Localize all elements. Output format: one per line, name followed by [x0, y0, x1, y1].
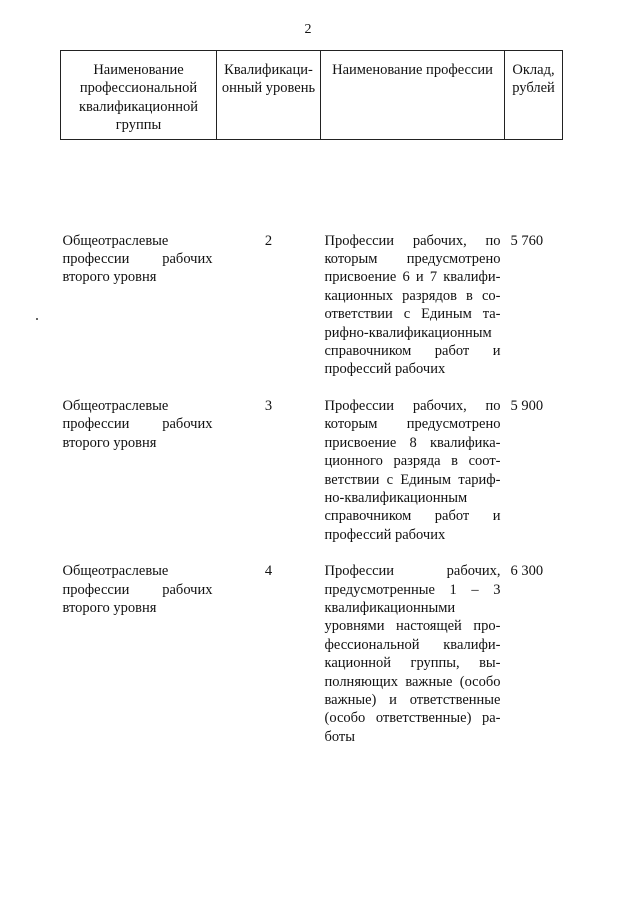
salary-cell: 6 300 — [510, 563, 544, 580]
group-cell: Общеотраслевые профессии рабочих второго уровня — [62, 397, 213, 451]
level-cell: 2 — [264, 232, 273, 249]
level-cell: 3 — [264, 397, 273, 414]
qualification-table — [60, 50, 563, 746]
scan-speck — [36, 318, 38, 320]
table-row — [61, 379, 563, 544]
profession-cell: Профессии рабочих, по которым предусмотрено присвоение 6 и 7 квалифи-кационных разрядов в со-ответствии с Единым та-рифно-квалификационным справочником работ и профессий рабочих — [324, 232, 501, 378]
salary-cell: 5 760 — [510, 232, 544, 249]
group-cell: Общеотраслевые профессии рабочих второго уровня — [62, 563, 213, 616]
salary-cell: 5 900 — [510, 397, 544, 414]
table-row — [61, 544, 563, 746]
table-row — [61, 139, 563, 222]
header-level: Квалификаци-онный уровень — [217, 51, 321, 140]
page-number: 2 — [304, 22, 312, 37]
header-group: Наименование профессиональной квалификационной группы — [61, 51, 217, 140]
level-cell: 4 — [264, 563, 273, 580]
table-header — [61, 51, 563, 140]
header-profession: Наименование профессии — [321, 51, 505, 140]
group-cell: Общеотраслевые профессии рабочих второго уровня — [62, 232, 213, 286]
header-salary: Оклад, рублей — [505, 51, 563, 140]
table-row — [61, 222, 563, 379]
profession-cell: Профессии рабочих, предусмотренные 1 – 3 квалификационными уровнями настоящей про-фессиональной квалифи-кационной группы, вы-полняющих важные (особо важные) и ответственные (особо ответственные) ра-боты — [324, 563, 501, 745]
profession-cell: Профессии рабочих, по которым предусмотрено присвоение 8 квалифика-ционного разряда в соот-ветствии с Единым тариф-но-квалификационным справочником работ и профессий рабочих — [324, 397, 501, 543]
